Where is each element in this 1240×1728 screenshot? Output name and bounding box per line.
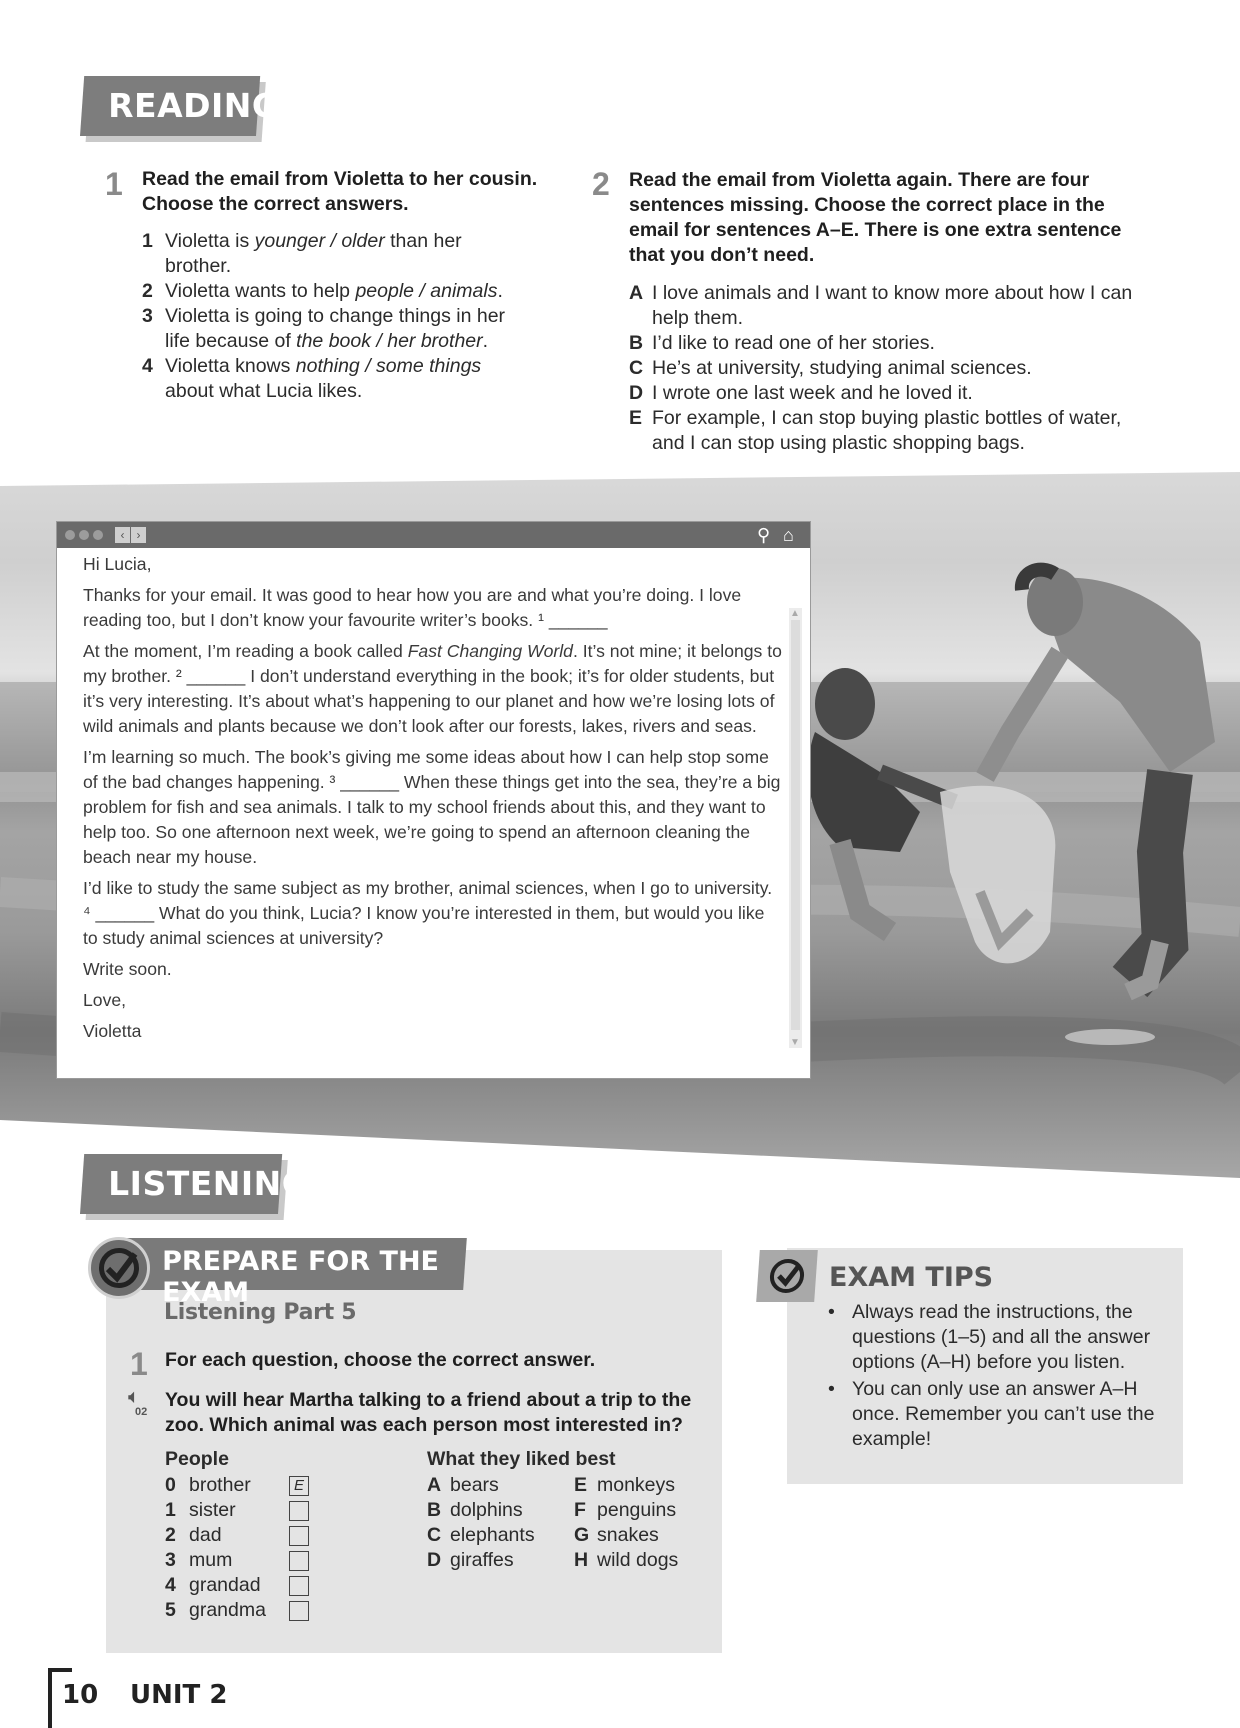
- window-dot-icon: [79, 530, 89, 540]
- email-signature: Violetta: [83, 1021, 142, 1041]
- email-greeting: Hi Lucia,: [83, 554, 152, 574]
- audio-icon[interactable]: 🔈︎: [128, 1386, 140, 1408]
- listening-instruction-1: For each question, choose the correct answer.: [165, 1349, 596, 1371]
- question-item: [142, 279, 527, 304]
- email-paragraph: I’m learning so much. The book’s giving me some ideas about how I can help stop some of the bad changes happening. ³ ______ When these things get into the sea, they’re a big problem for fish and sea animals. I talk to my school friends about this, and they want to help too. So one afternoon next week, we’re going to spend an afternoon cleaning the beach near my house.: [83, 747, 781, 867]
- question-number: 4: [142, 355, 153, 377]
- exercise-1-number: 1: [105, 166, 123, 202]
- answer-options[interactable]: nothing / some things: [295, 355, 482, 377]
- exam-tips-tag: [756, 1250, 818, 1302]
- option-item: B dolphins: [427, 1499, 523, 1521]
- window-toolbar: [57, 522, 810, 548]
- question-text: Violetta wants to help people / animals.: [165, 280, 503, 302]
- question-item: [142, 304, 527, 354]
- options-header: What they liked best: [427, 1448, 616, 1470]
- email-closing: Write soon.: [83, 959, 172, 979]
- sentence-letter: B: [629, 332, 644, 354]
- email-paragraph: I’d like to study the same subject as my brother, animal sciences, when I go to university. ⁴ ______ What do you think, Lucia? I know you’re interested in them, but would you like to study animal sciences at university?: [83, 878, 773, 948]
- email-paragraph: Thanks for your email. It was good to hear how you are and what you’re doing. I love reading too, but I don’t know your favourite writer’s books. ¹ ______: [83, 585, 742, 630]
- person-row: 5 grandma: [165, 1598, 315, 1623]
- checkmark-glyph-icon: [91, 1240, 147, 1296]
- listening-banner-label: LISTENING: [108, 1164, 310, 1203]
- sentence-letter: E: [629, 407, 643, 429]
- person-row: 0 brother E: [165, 1473, 315, 1498]
- tip-item: • You can only use an answer A–H once. Remember you can’t use the example!: [828, 1377, 1168, 1452]
- answer-box[interactable]: [289, 1601, 309, 1621]
- answer-options[interactable]: the book / her brother: [296, 330, 483, 352]
- option-item: C elephants: [427, 1524, 535, 1546]
- question-number: 1: [142, 230, 153, 252]
- listening-part-heading: Listening Part 5: [164, 1300, 357, 1325]
- prepare-title: PREPARE FOR THE EXAM: [162, 1246, 440, 1308]
- person-row: 4 grandad: [165, 1573, 315, 1598]
- scrollbar[interactable]: [789, 608, 802, 1048]
- answer-box[interactable]: E: [289, 1476, 309, 1496]
- scrollbar-thumb[interactable]: [791, 620, 800, 1030]
- page-number: 10: [62, 1680, 99, 1710]
- option-item: E monkeys: [574, 1474, 676, 1496]
- question-text: Violetta is going to change things in her life because of the book / her brother.: [165, 305, 506, 352]
- exercise-1-instruction: Read the email from Violetta to her cousin. Choose the correct answers.: [142, 168, 538, 215]
- search-icon[interactable]: ⚲: [757, 525, 771, 545]
- email-body: [83, 552, 783, 1050]
- sentence-text: I love animals and I want to know more about how I can help them.: [652, 282, 1133, 329]
- unit-label: UNIT 2: [130, 1680, 228, 1710]
- person-row: 1 sister: [165, 1498, 315, 1523]
- sentence-letter: C: [629, 357, 644, 379]
- sentence-letter: D: [629, 382, 644, 404]
- sentence-item: [629, 381, 1154, 406]
- book-title: Fast Changing World: [407, 641, 573, 661]
- option-item: A bears: [427, 1474, 499, 1496]
- exam-tips-title: EXAM TIPS: [829, 1262, 994, 1293]
- checkmark-icon: [88, 1237, 150, 1299]
- sentence-text: For example, I can stop buying plastic bottles of water, and I can stop using plastic shopping bags.: [652, 407, 1122, 454]
- answer-box[interactable]: [289, 1526, 309, 1546]
- sentence-item: [629, 406, 1154, 456]
- scroll-up-icon[interactable]: ▲: [790, 608, 800, 619]
- footer-rule: [48, 1668, 52, 1728]
- footer-rule: [48, 1668, 72, 1672]
- exercise-2-instruction: Read the email from Violetta again. There are four sentences missing. Choose the correct place in the email for sentences A–E. There is one extra sentence that you don’t need.: [629, 169, 1122, 266]
- question-text: Violetta knows nothing / some things about what Lucia likes.: [165, 355, 482, 402]
- answer-box[interactable]: [289, 1576, 309, 1596]
- answer-box[interactable]: [289, 1551, 309, 1571]
- answer-options[interactable]: younger / older: [254, 230, 385, 252]
- prepare-banner: [123, 1238, 467, 1308]
- question-number: 2: [142, 280, 153, 302]
- home-icon[interactable]: ⌂: [783, 525, 794, 545]
- reading-banner: [80, 76, 280, 136]
- back-arrow-icon[interactable]: ‹: [115, 527, 130, 543]
- person-row: 2 dad: [165, 1523, 315, 1548]
- email-window: [57, 522, 810, 1078]
- forward-arrow-icon[interactable]: ›: [131, 527, 146, 543]
- option-item: D giraffes: [427, 1549, 514, 1571]
- listening-instruction-2: You will hear Martha talking to a friend about a trip to the zoo. Which animal was each person most interested in?: [165, 1389, 692, 1436]
- exercise-2-number: 2: [592, 166, 610, 202]
- option-item: F penguins: [574, 1499, 677, 1521]
- question-item: [142, 229, 527, 279]
- exercise-2-sentences: [629, 281, 1154, 456]
- answer-options[interactable]: people / animals: [355, 280, 498, 302]
- listening-banner: [80, 1154, 310, 1214]
- question-number: 3: [142, 305, 153, 327]
- sentence-text: I’d like to read one of her stories.: [652, 332, 935, 354]
- sentence-item: [629, 281, 1154, 331]
- question-item: [142, 354, 527, 404]
- email-paragraph: At the moment, I’m reading a book called Fast Changing World. It’s not mine; it belongs to my brother. ² ______ I don’t understand everything in the book; it’s for older students, but it’s very interesting. It’s about what’s happening to our planet and how we’re losing lots of wild animals and plants because we don’t look after our forests, lakes, rivers and seas.: [83, 641, 782, 736]
- tip-item: • Always read the instructions, the questions (1–5) and all the answer options (A–H) before you listen.: [828, 1300, 1168, 1375]
- answer-box[interactable]: [289, 1501, 309, 1521]
- option-item: H wild dogs: [574, 1549, 679, 1571]
- question-text: Violetta is younger / older than her brother.: [165, 230, 462, 277]
- person-row: 3 mum: [165, 1548, 315, 1573]
- window-dot-icon: [65, 530, 75, 540]
- checkmark-icon: [756, 1250, 818, 1302]
- option-item: G snakes: [574, 1524, 659, 1546]
- sentence-item: [629, 356, 1154, 381]
- sentence-text: He’s at university, studying animal sciences.: [652, 357, 1032, 379]
- reading-banner-label: READING: [108, 86, 280, 125]
- sentence-letter: A: [629, 282, 644, 304]
- audio-track-number: 02: [135, 1406, 148, 1418]
- sentence-item: [629, 331, 1154, 356]
- exercise-1-questions: [142, 229, 527, 404]
- listening-exercise-number: 1: [130, 1346, 148, 1382]
- scroll-down-icon[interactable]: ▼: [790, 1037, 800, 1048]
- email-closing: Love,: [83, 990, 127, 1010]
- people-header: People: [165, 1448, 229, 1470]
- exam-tips-list: [828, 1300, 1168, 1454]
- window-dot-icon: [93, 530, 103, 540]
- sentence-text: I wrote one last week and he loved it.: [652, 382, 973, 404]
